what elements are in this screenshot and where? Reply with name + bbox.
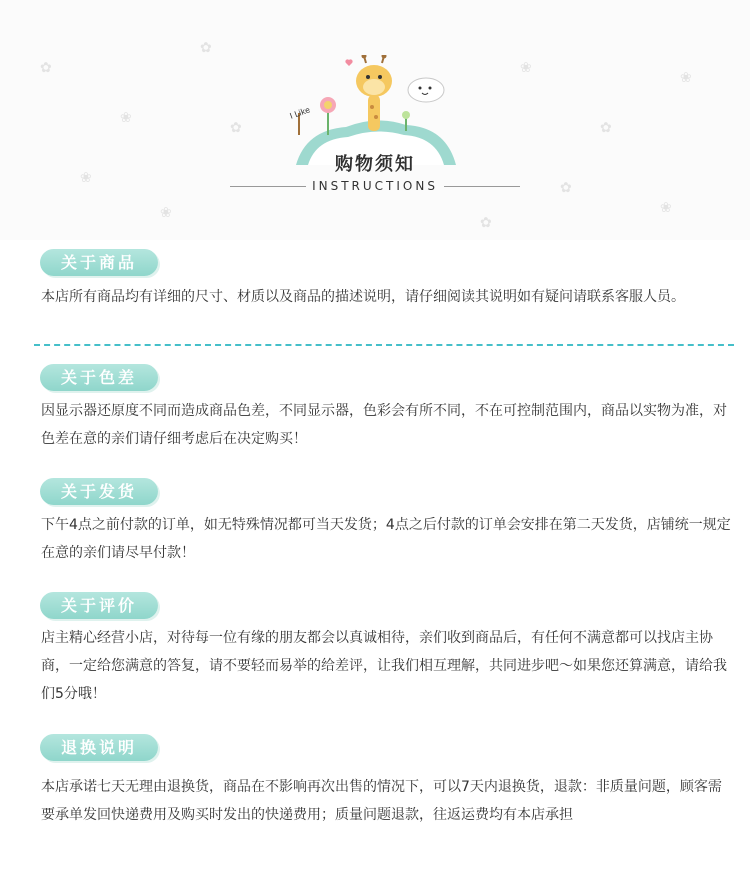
flower-decor-icon: ✿	[200, 40, 212, 56]
section-title-return: 退换说明	[40, 734, 158, 761]
flower-decor-icon: ❀	[160, 205, 172, 221]
subtitle-left-line	[230, 186, 306, 187]
section-text-product: 本店所有商品均有详细的尺寸、材质以及商品的描述说明，请仔细阅读其说明如有疑问请联系客服人员。	[41, 289, 685, 305]
section-text-shipping: 下午4点之前付款的订单，如无特殊情况都可当天发货；4点之后付款的订单会安排在第二天发货，店铺统一规定在意的亲们请尽早付款！	[41, 517, 731, 561]
page-subtitle: INSTRUCTIONS	[312, 179, 438, 193]
section-text-review: 店主精心经营小店，对待每一位有缘的朋友都会以真诚相待，亲们收到商品后，有任何不满意都可以找店主协商，一定给您满意的答复，请不要轻而易举的给差评，让我们相互理解，共同进步吧～如果您还算满意，请给我们5分哦！	[41, 630, 727, 702]
flower-decor-icon: ✿	[480, 215, 492, 231]
section-text-color: 因显示器还原度不同而造成商品色差，不同显示器，色彩会有所不同，不在可控制范围内，商品以实物为准，对色差在意的亲们请仔细考虑后在决定购买！	[41, 403, 727, 447]
section-divider	[34, 344, 734, 346]
section-title-review: 关于评价	[40, 592, 158, 619]
flower-decor-icon: ✿	[230, 120, 242, 136]
flower-decor-icon: ❀	[660, 200, 672, 216]
subtitle-row	[230, 178, 520, 194]
header-banner	[0, 0, 750, 240]
flower-decor-icon: ✿	[560, 180, 572, 196]
flower-decor-icon: ❀	[80, 170, 92, 186]
sign-text: I Like	[288, 105, 312, 121]
flower-decor-icon: ✿	[40, 60, 52, 76]
section-title-shipping: 关于发货	[40, 478, 158, 505]
subtitle-right-line	[444, 186, 520, 187]
flower-decor-icon: ❀	[520, 60, 532, 76]
flower-decor-icon: ❀	[680, 70, 692, 86]
section-text-return: 本店承诺七天无理由退换货，商品在不影响再次出售的情况下，可以7天内退换货，退款：非质量问题，顾客需要承单发回快递费用及购买时发出的快递费用；质量问题退款，往返运费均有本店承担	[41, 779, 722, 823]
page-title: 购物须知	[335, 154, 415, 175]
section-title-product: 关于商品	[40, 249, 158, 276]
section-title-color: 关于色差	[40, 364, 158, 391]
flower-decor-icon: ❀	[120, 110, 132, 126]
flower-decor-icon: ✿	[600, 120, 612, 136]
